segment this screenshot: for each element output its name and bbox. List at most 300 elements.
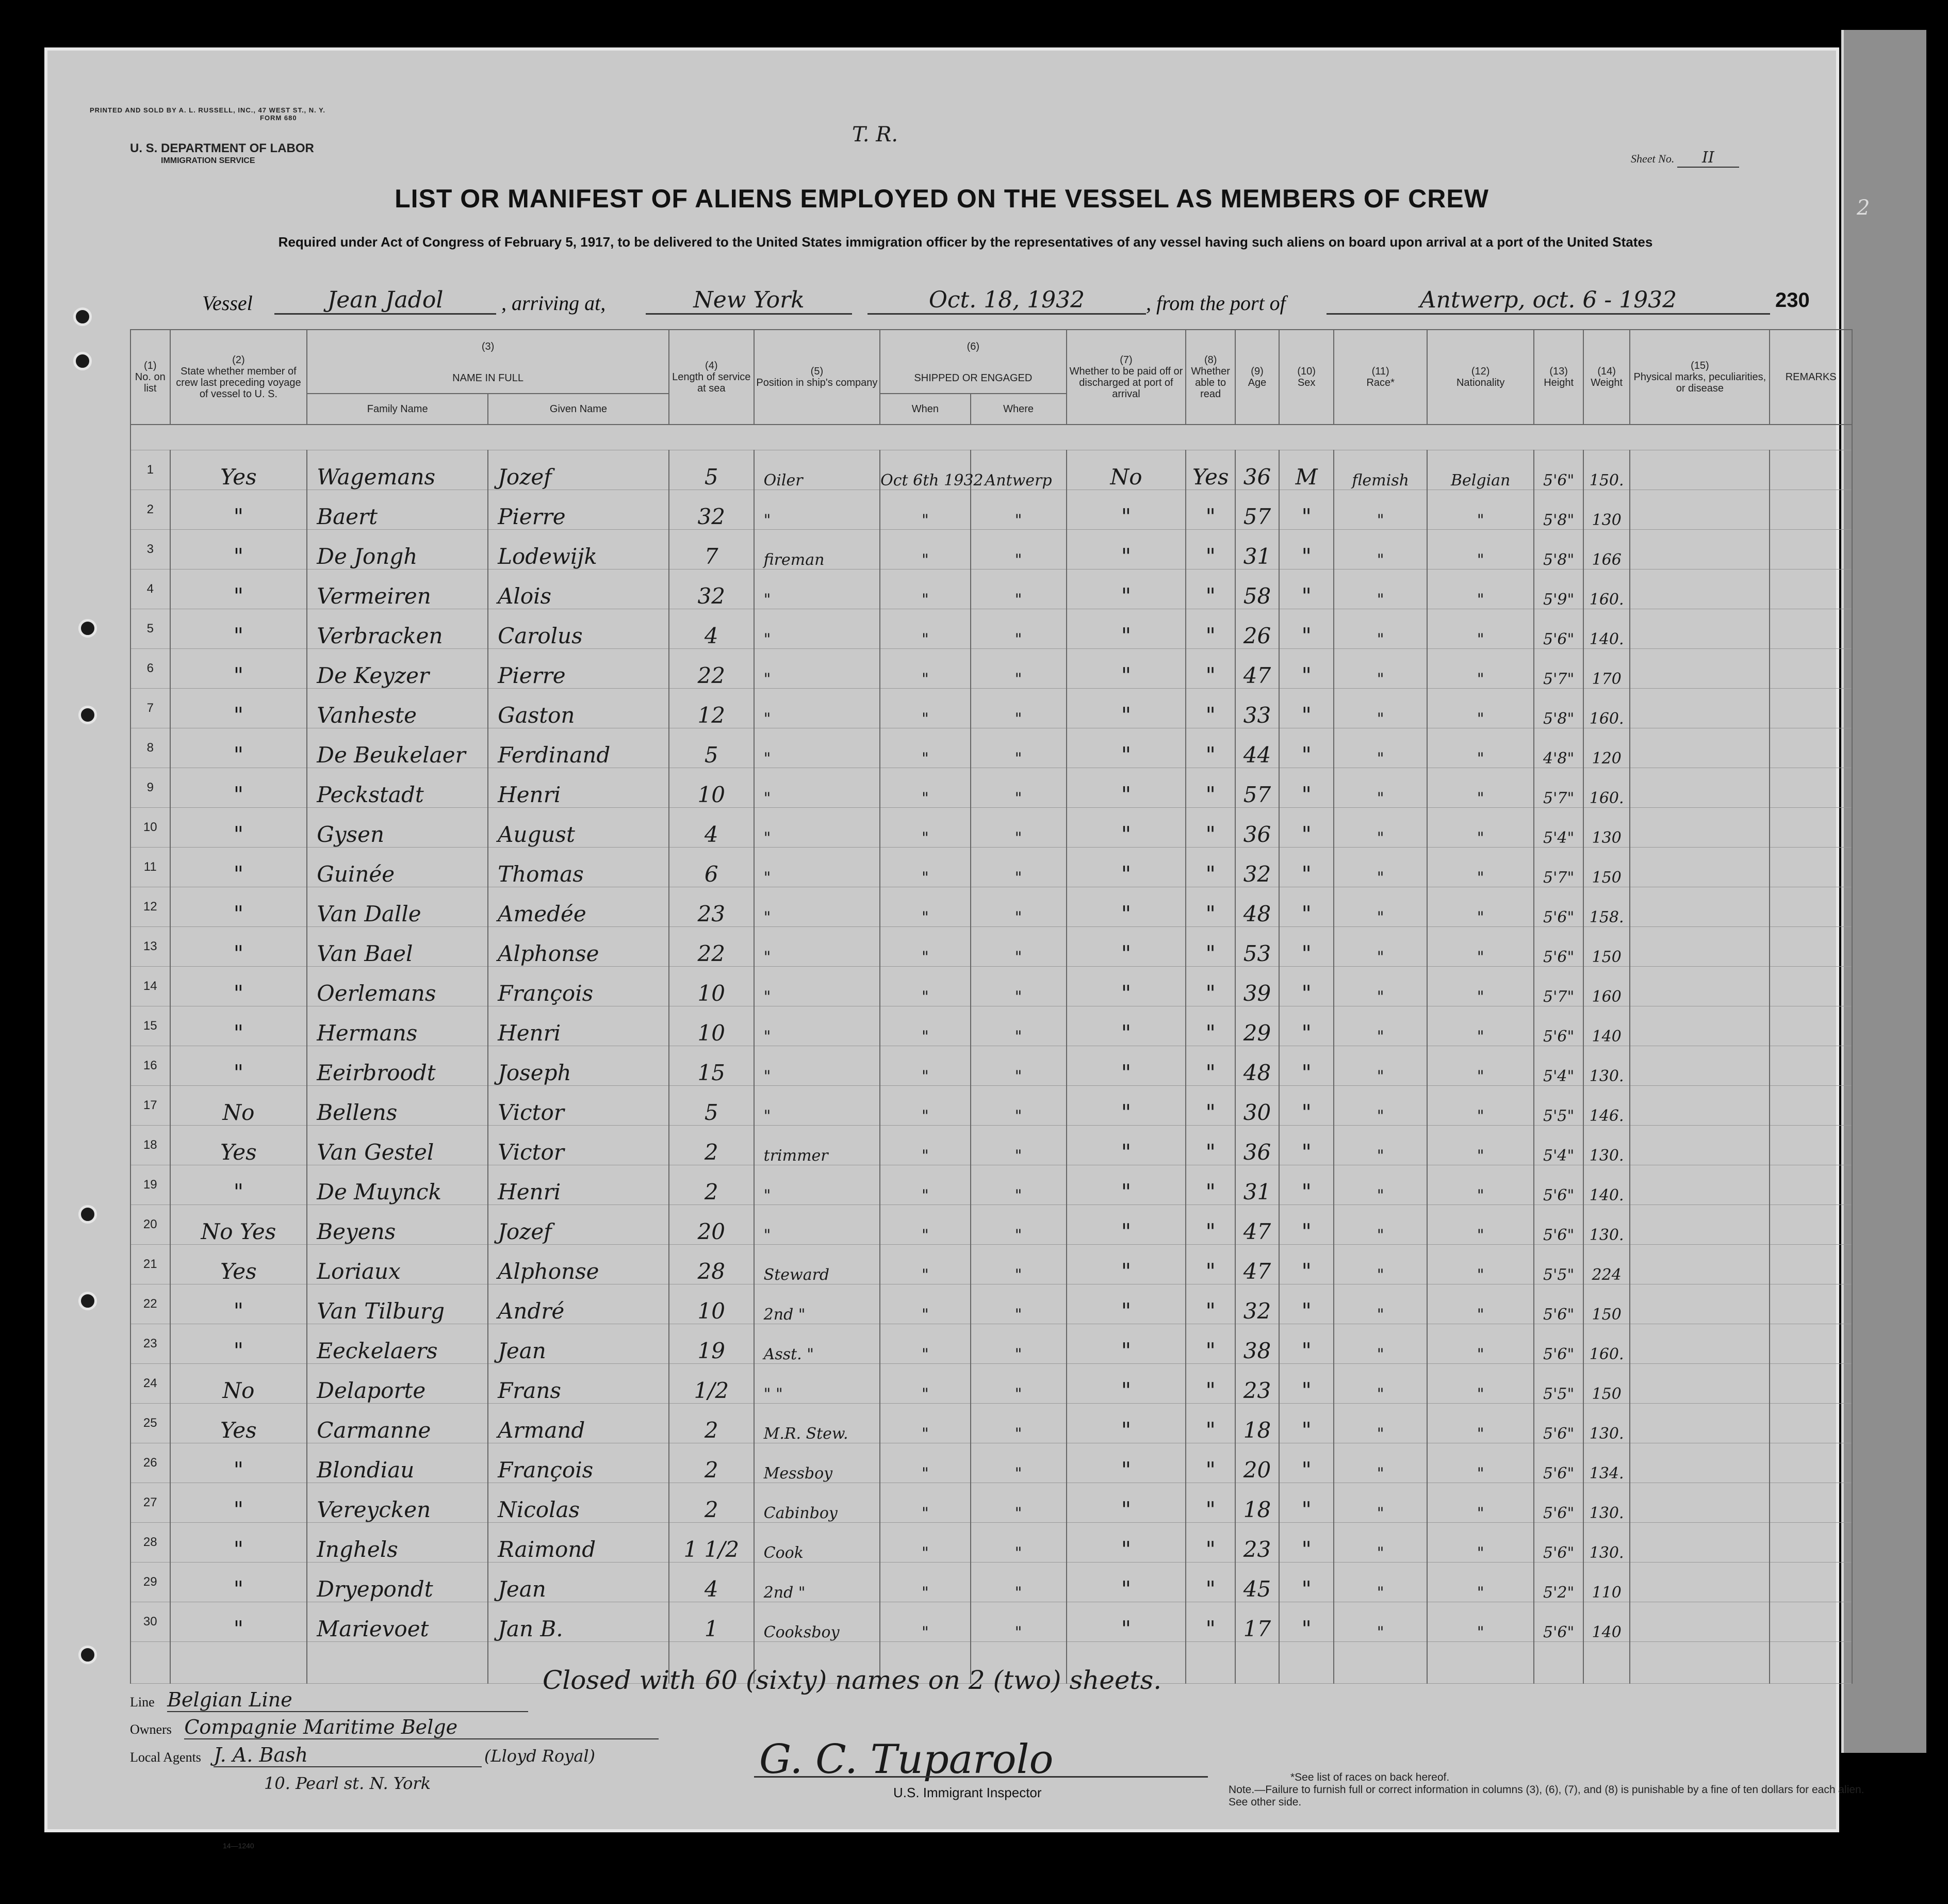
- service-length-cell: 2: [669, 1165, 754, 1205]
- weight-cell: 224: [1583, 1245, 1630, 1284]
- crew-row: [130, 808, 1852, 848]
- remarks-cell: [1770, 1284, 1852, 1324]
- race-cell: ": [1334, 530, 1427, 569]
- age-cell: 45: [1235, 1563, 1279, 1602]
- row-number: 9: [130, 768, 170, 808]
- sheet-number-value: II: [1677, 149, 1739, 168]
- nationality-cell: ": [1427, 1364, 1534, 1404]
- family-name-cell: Inghels: [307, 1523, 488, 1563]
- row-number: 26: [130, 1443, 170, 1483]
- age-cell: 57: [1235, 768, 1279, 808]
- nationality-cell: ": [1427, 887, 1534, 927]
- service-length-cell: 10: [669, 1006, 754, 1046]
- shipped-when-cell: ": [880, 1324, 970, 1364]
- physical-marks-cell: [1630, 689, 1770, 728]
- position-cell: Cook: [754, 1523, 880, 1563]
- given-name-cell: Ferdinand: [488, 728, 669, 768]
- row-number: 2: [130, 490, 170, 530]
- shipped-when-cell: ": [880, 1602, 970, 1642]
- service-length-cell: 1: [669, 1602, 754, 1642]
- sex-cell: ": [1279, 728, 1334, 768]
- position-cell: ": [754, 768, 880, 808]
- given-name-cell: Pierre: [488, 649, 669, 689]
- remarks-cell: [1770, 1324, 1852, 1364]
- row-number: 6: [130, 649, 170, 689]
- col-paid-off-header: (7) Whether to be paid off or discharged at port of arrival: [1067, 330, 1186, 425]
- shipped-when-cell: ": [880, 808, 970, 848]
- service-length-cell: 2: [669, 1126, 754, 1165]
- remarks-cell: [1770, 1046, 1852, 1086]
- service-length-cell: 4: [669, 808, 754, 848]
- race-cell: flemish: [1334, 450, 1427, 490]
- position-cell: ": [754, 1006, 880, 1046]
- shipped-where-cell: ": [971, 1563, 1067, 1602]
- col-list-no-header: (1) No. on list: [130, 330, 170, 425]
- paid-off-cell: ": [1067, 808, 1186, 848]
- previous-voyage-cell: Yes: [170, 1245, 307, 1284]
- position-cell: fireman: [754, 530, 880, 569]
- able-to-read-cell: ": [1186, 1284, 1235, 1324]
- crew-row: [130, 887, 1852, 927]
- nationality-cell: ": [1427, 1443, 1534, 1483]
- previous-voyage-cell: ": [170, 1523, 307, 1563]
- arriving-port: New York: [646, 287, 852, 315]
- race-cell: ": [1334, 1245, 1427, 1284]
- nationality-cell: ": [1427, 1602, 1534, 1642]
- family-name-cell: Bellens: [307, 1086, 488, 1126]
- weight-cell: 150: [1583, 1364, 1630, 1404]
- position-cell: ": [754, 887, 880, 927]
- age-cell: 20: [1235, 1443, 1279, 1483]
- height-cell: 5'7": [1534, 848, 1583, 887]
- row-number: 22: [130, 1284, 170, 1324]
- age-cell: 29: [1235, 1006, 1279, 1046]
- previous-voyage-cell: ": [170, 530, 307, 569]
- given-name-cell: Jean: [488, 1324, 669, 1364]
- col-height-header: (13) Height: [1534, 330, 1583, 425]
- weight-cell: 170: [1583, 649, 1630, 689]
- position-cell: ": [754, 569, 880, 609]
- weight-cell: 134.: [1583, 1443, 1630, 1483]
- service-length-cell: 7: [669, 530, 754, 569]
- shipped-where-cell: ": [971, 1245, 1067, 1284]
- service-name: IMMIGRATION SERVICE: [161, 156, 255, 165]
- footer-note: [1229, 1771, 1868, 1809]
- given-name-cell: Jean: [488, 1563, 669, 1602]
- able-to-read-cell: ": [1186, 609, 1235, 649]
- remarks-cell: [1770, 1602, 1852, 1642]
- position-cell: 2nd ": [754, 1563, 880, 1602]
- closing-row-cell: [1334, 1642, 1427, 1684]
- weight-cell: 160.: [1583, 689, 1630, 728]
- sex-cell: M: [1279, 450, 1334, 490]
- given-name-cell: Amedée: [488, 887, 669, 927]
- able-to-read-cell: ": [1186, 848, 1235, 887]
- printer-line: PRINTED AND SOLD BY A. L. RUSSELL, INC., 47 WEST ST., N. Y.: [90, 106, 325, 114]
- position-cell: ": [754, 609, 880, 649]
- shipped-when-cell: ": [880, 967, 970, 1006]
- previous-voyage-cell: ": [170, 1483, 307, 1523]
- race-cell: ": [1334, 1364, 1427, 1404]
- shipped-where-cell: ": [971, 1364, 1067, 1404]
- service-length-cell: 10: [669, 967, 754, 1006]
- height-cell: 5'4": [1534, 1126, 1583, 1165]
- crew-row: [130, 1523, 1852, 1563]
- nationality-cell: ": [1427, 1086, 1534, 1126]
- crew-row: [130, 1006, 1852, 1046]
- service-length-cell: 20: [669, 1205, 754, 1245]
- previous-voyage-cell: ": [170, 808, 307, 848]
- paid-off-cell: ": [1067, 1324, 1186, 1364]
- shipped-where-cell: ": [971, 1523, 1067, 1563]
- age-cell: 23: [1235, 1523, 1279, 1563]
- shipped-where-cell: ": [971, 569, 1067, 609]
- shipped-when-cell: ": [880, 1364, 970, 1404]
- shipped-where-cell: ": [971, 1602, 1067, 1642]
- paid-off-cell: No: [1067, 450, 1186, 490]
- sex-cell: ": [1279, 689, 1334, 728]
- able-to-read-cell: ": [1186, 768, 1235, 808]
- manifest-sheet: [44, 47, 1864, 1850]
- service-length-cell: 4: [669, 1563, 754, 1602]
- race-cell: ": [1334, 1205, 1427, 1245]
- crew-row: [130, 609, 1852, 649]
- weight-cell: 130: [1583, 490, 1630, 530]
- sex-cell: ": [1279, 1324, 1334, 1364]
- service-length-cell: 2: [669, 1404, 754, 1443]
- binder-hole: [73, 307, 92, 326]
- remarks-cell: [1770, 927, 1852, 967]
- previous-voyage-cell: ": [170, 728, 307, 768]
- family-name-cell: Oerlemans: [307, 967, 488, 1006]
- position-cell: ": [754, 1046, 880, 1086]
- physical-marks-cell: [1630, 1165, 1770, 1205]
- remarks-cell: [1770, 1523, 1852, 1563]
- weight-cell: 166: [1583, 530, 1630, 569]
- shipped-where-cell: ": [971, 1443, 1067, 1483]
- binder-hole: [78, 1205, 97, 1224]
- nationality-cell: ": [1427, 848, 1534, 887]
- age-cell: 48: [1235, 887, 1279, 927]
- nationality-cell: Belgian: [1427, 450, 1534, 490]
- height-cell: 5'4": [1534, 1046, 1583, 1086]
- shipped-where-cell: ": [971, 1324, 1067, 1364]
- shipped-when-cell: ": [880, 768, 970, 808]
- previous-voyage-cell: ": [170, 1324, 307, 1364]
- shipped-where-cell: ": [971, 649, 1067, 689]
- shipped-where-cell: ": [971, 1165, 1067, 1205]
- remarks-cell: [1770, 1126, 1852, 1165]
- previous-voyage-cell: Yes: [170, 1404, 307, 1443]
- nationality-cell: ": [1427, 768, 1534, 808]
- family-name-cell: Eeirbroodt: [307, 1046, 488, 1086]
- remarks-cell: [1770, 728, 1852, 768]
- able-to-read-cell: ": [1186, 1563, 1235, 1602]
- crew-row: [130, 1046, 1852, 1086]
- service-length-cell: 5: [669, 1086, 754, 1126]
- height-cell: 5'5": [1534, 1086, 1583, 1126]
- footer-owners: [130, 1716, 659, 1739]
- closing-row-cell: [1186, 1642, 1235, 1684]
- physical-marks-cell: [1630, 728, 1770, 768]
- row-number: 5: [130, 609, 170, 649]
- height-cell: 5'8": [1534, 530, 1583, 569]
- age-cell: 36: [1235, 450, 1279, 490]
- shipped-where-cell: ": [971, 530, 1067, 569]
- able-to-read-cell: ": [1186, 530, 1235, 569]
- service-length-cell: 22: [669, 649, 754, 689]
- previous-voyage-cell: ": [170, 848, 307, 887]
- given-name-cell: Pierre: [488, 490, 669, 530]
- shipped-when-cell: ": [880, 1205, 970, 1245]
- remarks-cell: [1770, 1245, 1852, 1284]
- physical-marks-cell: [1630, 1046, 1770, 1086]
- physical-marks-cell: [1630, 887, 1770, 927]
- position-cell: ": [754, 689, 880, 728]
- side-mark: 2: [1857, 196, 1870, 220]
- race-cell: ": [1334, 887, 1427, 927]
- given-name-cell: François: [488, 1443, 669, 1483]
- service-length-cell: 10: [669, 1284, 754, 1324]
- crew-row: [130, 649, 1852, 689]
- penalty-note: Note.—Failure to furnish full or correct information in columns (3), (6), (7), and (8) is punishable by a fine of ten dollars for each alien. See other side.: [1229, 1784, 1864, 1808]
- row-number: 11: [130, 848, 170, 887]
- paid-off-cell: ": [1067, 887, 1186, 927]
- nationality-cell: ": [1427, 609, 1534, 649]
- previous-voyage-cell: ": [170, 689, 307, 728]
- weight-cell: 150: [1583, 848, 1630, 887]
- weight-cell: 158.: [1583, 887, 1630, 927]
- shipped-when-cell: ": [880, 609, 970, 649]
- previous-voyage-cell: ": [170, 927, 307, 967]
- col-nationality-header: (12) Nationality: [1427, 330, 1534, 425]
- crew-row: [130, 1563, 1852, 1602]
- nationality-cell: ": [1427, 1284, 1534, 1324]
- footer-agents: [130, 1744, 595, 1767]
- nationality-cell: ": [1427, 1483, 1534, 1523]
- sex-cell: ": [1279, 649, 1334, 689]
- page-subtitle: Required under Act of Congress of February 5, 1917, to be delivered to the United States immigration officer by the representatives of any vessel having such aliens on board upon arrival at a port of the United States: [278, 234, 1653, 250]
- age-cell: 26: [1235, 609, 1279, 649]
- shipped-where-cell: ": [971, 1483, 1067, 1523]
- given-name-cell: François: [488, 967, 669, 1006]
- family-name-cell: Baert: [307, 490, 488, 530]
- nationality-cell: ": [1427, 490, 1534, 530]
- shipped-where-cell: ": [971, 1046, 1067, 1086]
- able-to-read-cell: ": [1186, 1443, 1235, 1483]
- shipped-when-cell: ": [880, 1046, 970, 1086]
- height-cell: 5'8": [1534, 490, 1583, 530]
- position-cell: ": [754, 848, 880, 887]
- nationality-cell: ": [1427, 1046, 1534, 1086]
- nationality-cell: ": [1427, 530, 1534, 569]
- shipped-where-cell: ": [971, 887, 1067, 927]
- service-length-cell: 10: [669, 768, 754, 808]
- agents-note: (Lloyd Royal): [484, 1746, 596, 1766]
- family-name-cell: Van Tilburg: [307, 1284, 488, 1324]
- binder-hole: [78, 706, 97, 724]
- shipped-where-cell: ": [971, 768, 1067, 808]
- service-length-cell: 5: [669, 728, 754, 768]
- given-name-cell: André: [488, 1284, 669, 1324]
- remarks-cell: [1770, 1205, 1852, 1245]
- height-cell: 5'5": [1534, 1245, 1583, 1284]
- height-cell: 5'7": [1534, 967, 1583, 1006]
- nationality-cell: ": [1427, 1324, 1534, 1364]
- service-length-cell: 6: [669, 848, 754, 887]
- race-cell: ": [1334, 927, 1427, 967]
- crew-row: [130, 1284, 1852, 1324]
- crew-row: [130, 728, 1852, 768]
- shipped-when-cell: ": [880, 887, 970, 927]
- previous-voyage-cell: ": [170, 649, 307, 689]
- row-number: 3: [130, 530, 170, 569]
- shipped-where-cell: ": [971, 1086, 1067, 1126]
- given-name-cell: Gaston: [488, 689, 669, 728]
- weight-cell: 140.: [1583, 1165, 1630, 1205]
- binder-hole: [73, 352, 92, 370]
- row-number: 29: [130, 1563, 170, 1602]
- able-to-read-cell: ": [1186, 1324, 1235, 1364]
- weight-cell: 160: [1583, 967, 1630, 1006]
- remarks-cell: [1770, 530, 1852, 569]
- crew-row: [130, 1086, 1852, 1126]
- from-label: , from the port of: [1146, 291, 1286, 315]
- shipped-when-cell: Oct 6th 1932: [880, 450, 970, 490]
- height-cell: 5'6": [1534, 1523, 1583, 1563]
- race-cell: ": [1334, 1006, 1427, 1046]
- paid-off-cell: ": [1067, 1205, 1186, 1245]
- position-cell: Steward: [754, 1245, 880, 1284]
- position-cell: ": [754, 1205, 880, 1245]
- able-to-read-cell: ": [1186, 887, 1235, 927]
- physical-marks-cell: [1630, 1284, 1770, 1324]
- position-cell: trimmer: [754, 1126, 880, 1165]
- crew-row: [130, 1324, 1852, 1364]
- sheet-number-label: Sheet No.: [1631, 152, 1675, 165]
- height-cell: 5'6": [1534, 927, 1583, 967]
- vessel-name: Jean Jadol: [274, 287, 496, 315]
- race-cell: ": [1334, 1523, 1427, 1563]
- previous-voyage-cell: ": [170, 609, 307, 649]
- sex-cell: ": [1279, 1205, 1334, 1245]
- able-to-read-cell: ": [1186, 1046, 1235, 1086]
- crew-row: [130, 927, 1852, 967]
- able-to-read-cell: ": [1186, 1126, 1235, 1165]
- shipped-when-cell: ": [880, 490, 970, 530]
- row-number: 27: [130, 1483, 170, 1523]
- remarks-cell: [1770, 1443, 1852, 1483]
- position-cell: Asst. ": [754, 1324, 880, 1364]
- sex-cell: ": [1279, 967, 1334, 1006]
- row-number: 21: [130, 1245, 170, 1284]
- shipped-when-cell: ": [880, 569, 970, 609]
- race-cell: ": [1334, 808, 1427, 848]
- row-number: 19: [130, 1165, 170, 1205]
- weight-cell: 150: [1583, 1284, 1630, 1324]
- row-number: 1: [130, 450, 170, 490]
- col-position-header: (5) Position in ship's company: [754, 330, 880, 425]
- weight-cell: 160.: [1583, 768, 1630, 808]
- able-to-read-cell: ": [1186, 1086, 1235, 1126]
- vessel-label: Vessel: [202, 291, 253, 315]
- nationality-cell: ": [1427, 569, 1534, 609]
- previous-voyage-cell: Yes: [170, 450, 307, 490]
- sex-cell: ": [1279, 1046, 1334, 1086]
- age-cell: 53: [1235, 927, 1279, 967]
- shipped-where-cell: ": [971, 1404, 1067, 1443]
- shipped-where-cell: Antwerp: [971, 450, 1067, 490]
- given-name-cell: August: [488, 808, 669, 848]
- previous-voyage-cell: ": [170, 490, 307, 530]
- age-cell: 32: [1235, 848, 1279, 887]
- family-name-cell: Loriaux: [307, 1245, 488, 1284]
- shipped-when-cell: ": [880, 927, 970, 967]
- previous-voyage-cell: ": [170, 768, 307, 808]
- paid-off-cell: ": [1067, 1006, 1186, 1046]
- physical-marks-cell: [1630, 530, 1770, 569]
- physical-marks-cell: [1630, 1205, 1770, 1245]
- previous-voyage-cell: No: [170, 1086, 307, 1126]
- remarks-cell: [1770, 1483, 1852, 1523]
- physical-marks-cell: [1630, 1364, 1770, 1404]
- remarks-cell: [1770, 609, 1852, 649]
- weight-cell: 110: [1583, 1563, 1630, 1602]
- previous-voyage-cell: ": [170, 1602, 307, 1642]
- sex-cell: ": [1279, 1006, 1334, 1046]
- height-cell: 5'6": [1534, 1205, 1583, 1245]
- sex-cell: ": [1279, 1523, 1334, 1563]
- race-cell: ": [1334, 1086, 1427, 1126]
- able-to-read-cell: ": [1186, 1165, 1235, 1205]
- weight-cell: 140: [1583, 1602, 1630, 1642]
- family-name-cell: Verbracken: [307, 609, 488, 649]
- binder-hole: [78, 1646, 97, 1664]
- shipped-when-cell: ": [880, 1006, 970, 1046]
- paid-off-cell: ": [1067, 490, 1186, 530]
- family-name-cell: Delaporte: [307, 1364, 488, 1404]
- position-cell: Cooksboy: [754, 1602, 880, 1642]
- physical-marks-cell: [1630, 1324, 1770, 1364]
- age-cell: 47: [1235, 1245, 1279, 1284]
- race-cell: ": [1334, 848, 1427, 887]
- col-sex-header: (10) Sex: [1279, 330, 1334, 425]
- given-name-cell: Victor: [488, 1126, 669, 1165]
- crew-row: [130, 530, 1852, 569]
- shipped-when-cell: ": [880, 848, 970, 887]
- agents-label: Local Agents: [130, 1750, 201, 1765]
- crew-row: [130, 1364, 1852, 1404]
- shipped-when-cell: ": [880, 1126, 970, 1165]
- family-name-cell: Peckstadt: [307, 768, 488, 808]
- col-shipped-number: (6): [880, 330, 1066, 363]
- race-cell: ": [1334, 609, 1427, 649]
- remarks-cell: [1770, 1404, 1852, 1443]
- height-cell: 5'6": [1534, 887, 1583, 927]
- row-number: 4: [130, 569, 170, 609]
- sex-cell: ": [1279, 1483, 1334, 1523]
- col-physical-marks-header: (15) Physical marks, peculiarities, or disease: [1630, 330, 1770, 425]
- crew-row: [130, 1245, 1852, 1284]
- crew-row: [130, 1205, 1852, 1245]
- sex-cell: ": [1279, 1086, 1334, 1126]
- sex-cell: ": [1279, 1404, 1334, 1443]
- age-cell: 32: [1235, 1284, 1279, 1324]
- col-service-header: (4) Length of service at sea: [669, 330, 754, 425]
- shipped-where-cell: ": [971, 927, 1067, 967]
- closing-row-cell: [1427, 1642, 1534, 1684]
- paid-off-cell: ": [1067, 1245, 1186, 1284]
